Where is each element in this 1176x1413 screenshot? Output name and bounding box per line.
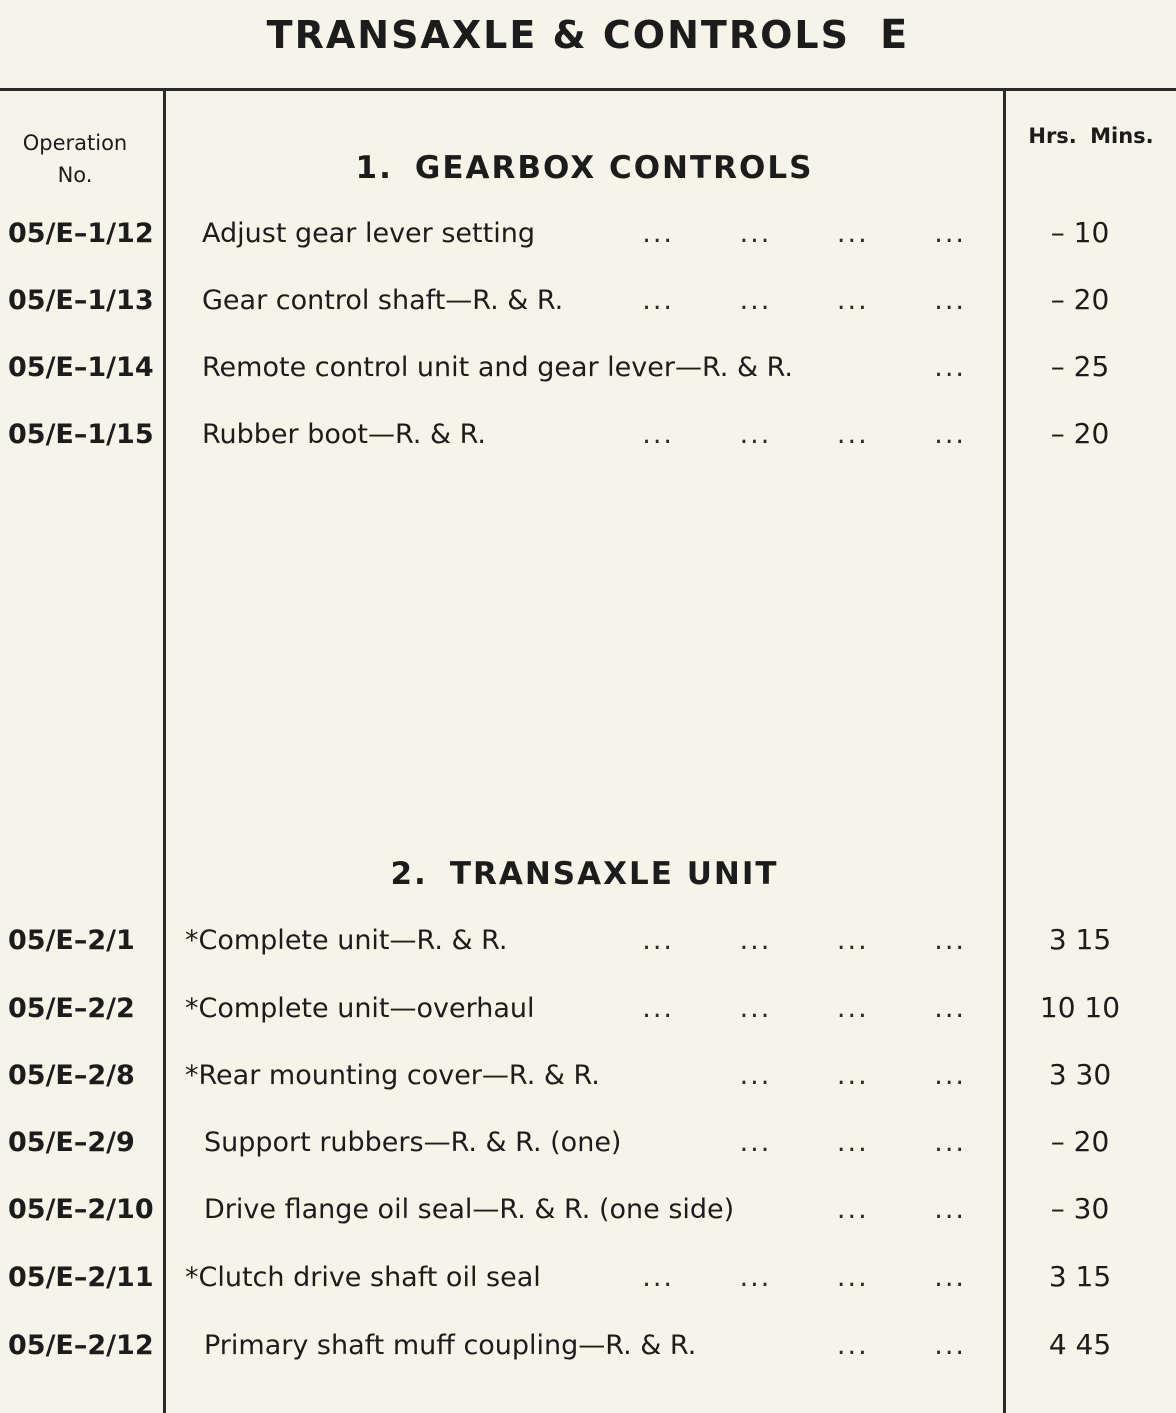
section-heading-gearbox-controls <box>166 150 1003 186</box>
operation-description: Support rubbers—R. & R. (one) <box>204 1127 622 1158</box>
operation-description: Gear control shaft—R. & R. <box>202 285 564 316</box>
dot-leaders: ... ... ... ... <box>642 419 966 450</box>
table-row <box>0 1262 1176 1302</box>
section-letter: E <box>879 12 910 58</box>
operation-description: *Clutch drive shaft oil seal <box>185 1262 541 1293</box>
table-row <box>0 925 1176 965</box>
operation-header-line1: Operation <box>22 131 128 155</box>
operation-time: – 25 <box>1050 350 1110 383</box>
operation-time: 4 45 <box>1048 1328 1112 1361</box>
operation-time: – 20 <box>1050 283 1110 316</box>
section-heading-transaxle-unit <box>166 856 1003 892</box>
operation-time: – 20 <box>1050 417 1110 450</box>
table-row <box>0 1127 1176 1167</box>
operation-number: 05/E–2/10 <box>8 1194 154 1225</box>
time-header: Hrs. Mins. <box>1028 124 1154 148</box>
operation-description: Primary shaft muff coupling—R. & R. <box>204 1330 697 1361</box>
dot-leaders: ... ... ... ... <box>642 1262 966 1293</box>
operation-header-line2: No. <box>57 163 93 187</box>
section-number: 2. <box>390 856 428 892</box>
operation-time: 3 30 <box>1048 1058 1112 1091</box>
operation-description: *Complete unit—overhaul <box>185 993 535 1024</box>
operation-no-header <box>0 127 150 191</box>
dot-leaders: ... <box>934 352 966 383</box>
top-divider <box>0 88 1176 91</box>
section-number: 1. <box>355 150 393 186</box>
dot-leaders: ... ... ... <box>739 1127 966 1158</box>
table-row <box>0 1194 1176 1234</box>
operation-time: 10 10 <box>1039 991 1121 1024</box>
operation-number: 05/E–2/11 <box>8 1262 154 1293</box>
table-row <box>0 993 1176 1033</box>
operation-number: 05/E–2/1 <box>8 925 135 956</box>
operation-description: *Complete unit—R. & R. <box>185 925 508 956</box>
operation-number: 05/E–2/9 <box>8 1127 135 1158</box>
operation-description: Adjust gear lever setting <box>202 218 535 249</box>
operation-number: 05/E–2/8 <box>8 1060 135 1091</box>
operation-time: – 10 <box>1050 216 1110 249</box>
table-row <box>0 218 1176 258</box>
operation-number: 05/E–1/14 <box>8 352 154 383</box>
dot-leaders: ... ... <box>836 1194 966 1225</box>
dot-leaders: ... ... ... <box>739 1060 966 1091</box>
table-row <box>0 352 1176 392</box>
table-row <box>0 285 1176 325</box>
operation-time: – 20 <box>1050 1125 1110 1158</box>
operation-number: 05/E–2/2 <box>8 993 135 1024</box>
page-title-text: TRANSAXLE & CONTROLS <box>266 13 850 57</box>
operation-description: *Rear mounting cover—R. & R. <box>185 1060 600 1091</box>
section-title: TRANSAXLE UNIT <box>449 856 779 892</box>
operation-time: 3 15 <box>1048 1260 1112 1293</box>
dot-leaders: ... ... ... ... <box>642 993 966 1024</box>
operation-description: Drive flange oil seal—R. & R. (one side) <box>204 1194 735 1225</box>
operation-time: – 30 <box>1050 1192 1110 1225</box>
table-row <box>0 1330 1176 1370</box>
page-title <box>0 12 1176 58</box>
operation-description: Rubber boot—R. & R. <box>202 419 486 450</box>
operation-number: 05/E–1/12 <box>8 218 154 249</box>
operation-number: 05/E–1/13 <box>8 285 154 316</box>
operation-time: 3 15 <box>1048 923 1112 956</box>
table-row <box>0 1060 1176 1100</box>
operation-description: Remote control unit and gear lever—R. & R. <box>202 352 793 383</box>
dot-leaders: ... ... ... ... <box>642 925 966 956</box>
operation-number: 05/E–1/15 <box>8 419 154 450</box>
operation-number: 05/E–2/12 <box>8 1330 154 1361</box>
table-row <box>0 419 1176 459</box>
dot-leaders: ... ... <box>836 1330 966 1361</box>
dot-leaders: ... ... ... ... <box>642 285 966 316</box>
dot-leaders: ... ... ... ... <box>642 218 966 249</box>
section-title: GEARBOX CONTROLS <box>414 150 814 186</box>
